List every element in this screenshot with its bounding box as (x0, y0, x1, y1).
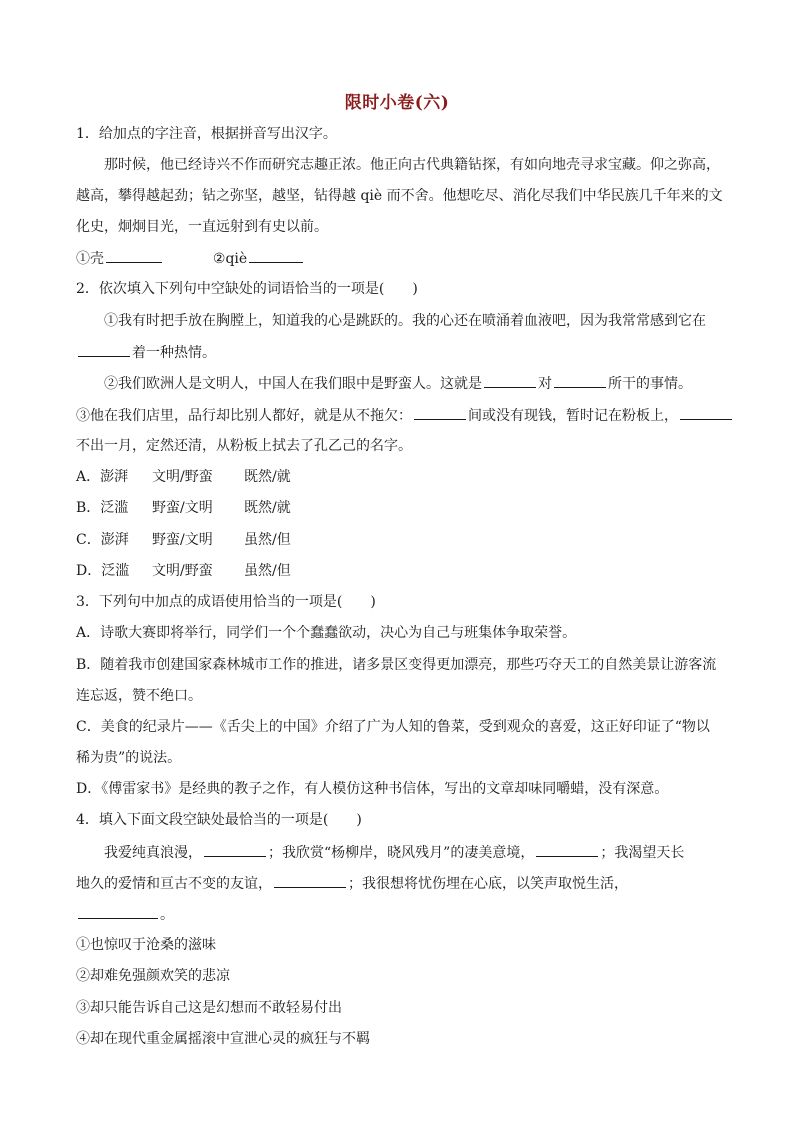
q1-passage-line-3: 化史，炯炯目光，一直远射到有史以前。 (76, 219, 328, 235)
q1-answer-2-label: ②qiè (212, 251, 248, 267)
q4-passage-1a: 我爱纯真浪漫， (104, 845, 202, 861)
option-b-word-2: 野蛮/文明 (152, 500, 213, 516)
q1-answer-1-blank[interactable] (106, 248, 162, 263)
q2-sentence-2a: ②我们欧洲人是文明人，中国人在我们眼中是野蛮人。这就是 (104, 376, 482, 392)
q4-stem: 4．填入下面文段空缺处最恰当的一项是( ) (76, 812, 362, 828)
q2-option-a[interactable] (76, 467, 291, 487)
q1-answer-1-label: ①壳 (76, 251, 104, 267)
option-d-word-3: 虽然/但 (244, 563, 291, 579)
q2-sentence-1b: 着一种热情。 (132, 345, 216, 361)
q4-item-4: ④却在现代重金属摇滚中宣泄心灵的疯狂与不羁 (76, 1031, 370, 1047)
q2-option-b[interactable] (76, 498, 291, 518)
q2-blank-2[interactable] (484, 373, 536, 388)
option-b-word-3: 既然/就 (244, 500, 291, 516)
q1-passage-line-1: 那时候，他已经诗兴不作而研究志趣正浓。他正向古代典籍钻探，有如向地壳寻求宝藏。仰之弥高， (104, 157, 720, 173)
q3-option-b-line-1[interactable]: B．随着我市创建国家森林城市工作的推进，诸多景区变得更加漂亮，那些巧夺天工的自然美景让游客流 (76, 657, 717, 673)
q2-sentence-3a: ③他在我们店里，品行却比别人都好，就是从不拖欠： (76, 408, 412, 424)
q4-passage-1c: ；我渴望天长 (600, 845, 685, 861)
q3-option-b-line-2[interactable]: 连忘返，赞不绝口。 (76, 688, 202, 704)
q2-sentence-2c: 所干的事情。 (608, 376, 692, 392)
q2-blank-4[interactable] (414, 405, 466, 420)
option-d-word-2: 文明/野蛮 (152, 563, 213, 579)
q3-option-c-line-2[interactable]: 稀为贵”的说法。 (76, 750, 182, 766)
q4-item-3: ③却只能告诉自己这是幻想而不敢轻易付出 (76, 1000, 342, 1016)
q4-blank-3[interactable] (274, 873, 346, 888)
q3-option-c-line-1[interactable]: C．美食的纪录片——《舌尖上的中国》介绍了广为人知的鲁菜，受到观众的喜爱，这正好印证了“物以 (76, 719, 710, 735)
q3-stem: 3．下列句中加点的成语使用恰当的一项是( ) (76, 594, 376, 610)
q2-option-c[interactable] (76, 530, 291, 550)
option-c-word-2: 野蛮/文明 (152, 532, 213, 548)
q4-blank-4[interactable] (78, 904, 158, 919)
q4-passage-line-2 (76, 873, 628, 894)
q2-sentence-3-row (76, 405, 734, 426)
q2-sentence-2b: 对 (538, 376, 552, 392)
q2-sentence-1b-row (76, 342, 216, 363)
option-d-word-1: D．泛滥 (76, 563, 130, 579)
q4-passage-1b: ；我欣赏“杨柳岸，晓风残月”的凄美意境， (268, 845, 535, 861)
q4-passage-2b: ；我很想将忧伤埋在心底，以笑声取悦生活， (348, 876, 628, 892)
q2-sentence-3b: 间或没有现钱，暂时记在粉板上， (468, 408, 678, 424)
q4-item-2: ②却难免强颜欢笑的悲凉 (76, 968, 230, 984)
q4-passage-line-1 (104, 842, 684, 863)
q2-option-d[interactable] (76, 561, 291, 581)
q4-passage-line-3 (76, 904, 174, 925)
q2-sentence-3c: 不出一月，定然还清，从粉板上拭去了孔乙己的名字。 (76, 438, 412, 454)
q2-stem: 2．依次填入下列句中空缺处的词语恰当的一项是( ) (76, 281, 418, 297)
option-a-word-3: 既然/就 (244, 469, 291, 485)
option-c-word-3: 虽然/但 (244, 532, 291, 548)
q3-option-a[interactable]: A．诗歌大赛即将举行，同学们一个个蠢蠢欲动，决心为自己与班集体争取荣誉。 (76, 625, 577, 641)
q1-answer-row (76, 248, 305, 269)
q4-blank-2[interactable] (536, 842, 598, 857)
q3-option-d[interactable]: D．《傅雷家书》是经典的教子之作，有人模仿这种书信体，写出的文章却味同嚼蜡，没有深意。 (76, 781, 669, 797)
q4-item-1: ①也惊叹于沧桑的滋味 (76, 937, 216, 953)
option-c-word-1: C．澎湃 (76, 532, 129, 548)
q2-blank-5[interactable] (680, 405, 732, 420)
q2-blank-1[interactable] (78, 342, 130, 357)
q4-blank-1[interactable] (204, 842, 266, 857)
q1-answer-2-blank[interactable] (249, 248, 303, 263)
q4-passage-3: 。 (160, 907, 174, 923)
q2-sentence-1a: ①我有时把手放在胸膛上，知道我的心是跳跃的。我的心还在喷涌着血液吧，因为我常常感到它在 (104, 313, 706, 329)
q1-passage-line-2: 越高，攀得越起劲；钻之弥坚，越坚，钻得越 qiè 而不舍。他想吃尽、消化尽我们中华民族几千年来的文 (76, 188, 723, 204)
q1-stem: 1．给加点的字注音，根据拼音写出汉字。 (76, 126, 337, 142)
option-b-word-1: B．泛滥 (76, 500, 129, 516)
q2-blank-3[interactable] (554, 373, 606, 388)
option-a-word-1: A．澎湃 (76, 469, 129, 485)
q2-sentence-2-row (104, 373, 692, 394)
q4-passage-2a: 地久的爱情和亘古不变的友谊， (76, 876, 272, 892)
page-title: 限时小卷(六) (344, 93, 450, 113)
option-a-word-2: 文明/野蛮 (152, 469, 213, 485)
